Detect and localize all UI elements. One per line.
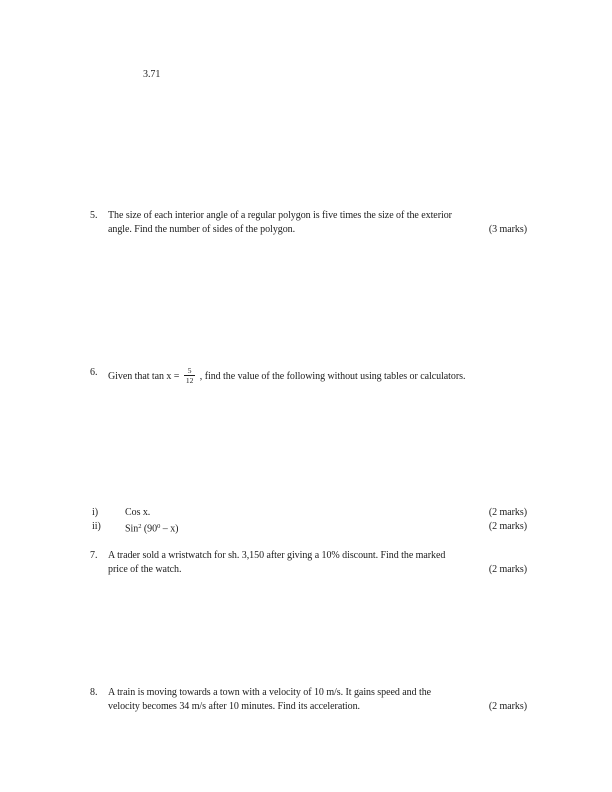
part-ii-marks: (2 marks) (488, 521, 527, 532)
part-i-text: Cos x. (125, 507, 151, 518)
question-7-line-1-text: A trader sold a wristwatch for sh. 3,150 after giving a 10% discount. Find the marked (108, 550, 446, 561)
question-7-marks: (2 marks) (488, 564, 527, 575)
question-7-line-2 (108, 563, 527, 577)
question-7-number: 7. (90, 550, 98, 561)
question-8-line-1 (108, 686, 527, 700)
question-7-line-2-text: price of the watch. (108, 564, 182, 575)
question-5-line-2 (108, 223, 527, 237)
page-header-number: 3.71 (143, 69, 161, 80)
fraction-5-over-12 (184, 366, 196, 385)
part-i-label: i) (92, 507, 99, 518)
fraction-numerator: 5 (187, 366, 192, 375)
part-ii-superscript-0: 0 (157, 523, 161, 530)
part-ii-label: ii) (92, 521, 101, 532)
question-5-line-2-text: angle. Find the number of sides of the polygon. (108, 224, 296, 235)
question-6-line-1 (108, 366, 527, 385)
question-5-line-1 (108, 209, 527, 223)
part-ii-end: – x) (160, 523, 179, 535)
question-7-text (108, 549, 527, 577)
fraction-denominator: 12 (185, 376, 194, 385)
question-7-line-1 (108, 549, 527, 563)
question-8-number: 8. (90, 687, 98, 698)
part-ii-superscript-2: 2 (138, 523, 142, 530)
question-5-text (108, 209, 527, 237)
question-6-text-before-fraction: Given that tan x = (108, 370, 180, 382)
question-8-line-2-text: velocity becomes 34 m/s after 10 minutes. Find its acceleration. (108, 701, 361, 712)
part-ii-base: Sin (125, 523, 139, 535)
question-5-marks: (3 marks) (488, 224, 527, 235)
question-8-text (108, 686, 527, 714)
question-6-part-i (0, 506, 612, 520)
question-6-text (108, 366, 527, 385)
question-6-number: 6. (90, 367, 98, 378)
question-8-line-1-text: A train is moving towards a town with a velocity of 10 m/s. It gains speed and the (108, 687, 432, 698)
part-i-marks: (2 marks) (488, 507, 527, 518)
part-ii-text (125, 520, 178, 537)
question-6-text-after-fraction: , find the value of the following without using tables or calculators. (199, 370, 466, 382)
question-8-line-2 (108, 700, 527, 714)
question-5-number: 5. (90, 210, 98, 221)
part-ii-mid: (90 (141, 523, 158, 535)
question-6-part-ii (0, 520, 612, 534)
question-5-line-1-text: The size of each interior angle of a regular polygon is five times the size of the exterior (108, 210, 452, 221)
question-8-marks: (2 marks) (488, 701, 527, 712)
